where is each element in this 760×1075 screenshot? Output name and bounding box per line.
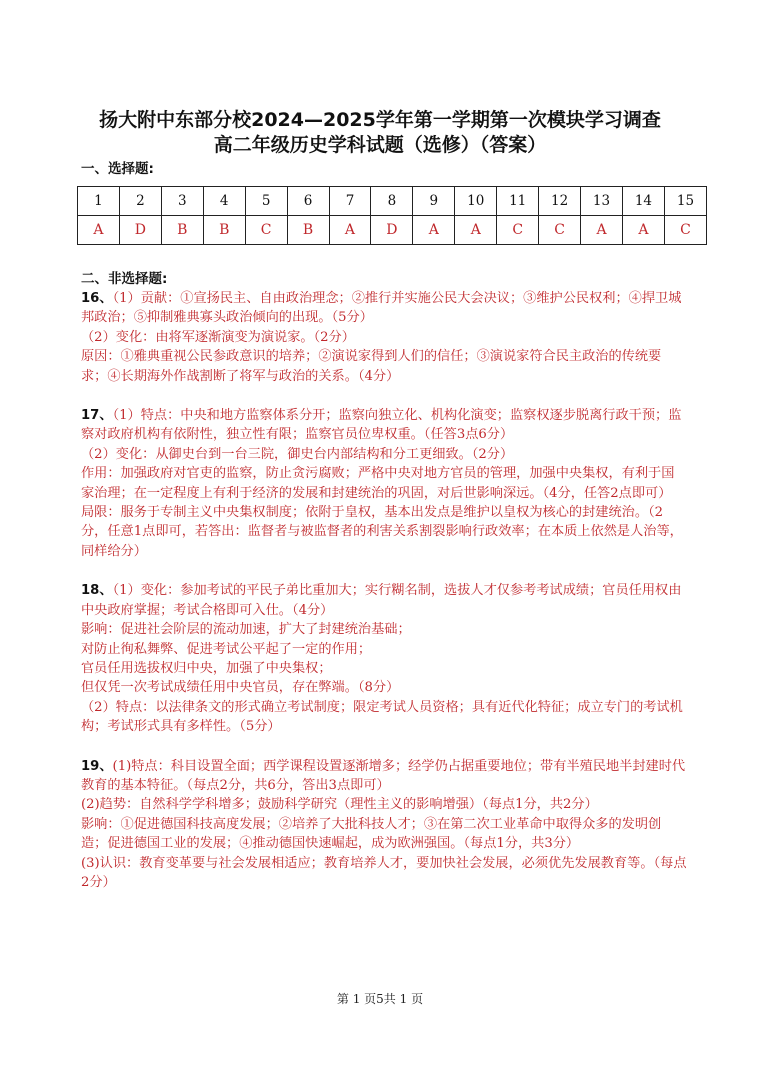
answer-letter-cell: A [413,216,455,245]
section-heading-essay: 二、非选择题: [81,271,168,287]
essay-answers [81,289,687,912]
question-number-cell: 14 [622,187,664,216]
question-number-cell: 5 [245,187,287,216]
answer-letter-cell: C [539,216,581,245]
answer-line: 官员任用选拔权归中央，加强了中央集权； [81,660,332,676]
answer-letter-cell: A [455,216,497,245]
question-number-cell: 4 [203,187,245,216]
answer-letter-cell: D [371,216,413,245]
question-number-cell: 13 [581,187,623,216]
answer-text: （1）贡献：①宣扬民主、自由政治理念；②推行并实施公民大会决议；③维护公民权利；④捍卫城邦政治；⑤抑制雅典寡头政治倾向的出现。（5分） [81,291,682,326]
question-number: 17、 [81,408,113,424]
question-number: 19、 [81,758,113,774]
question-number-cell: 12 [539,187,581,216]
question-number: 18、 [81,583,113,599]
answer-letter-cell: B [203,216,245,245]
answer-letter-cell: A [78,216,120,245]
answer-letter-cell: A [581,216,623,245]
answer-letter-cell: B [287,216,329,245]
answer-letter-cell: C [664,216,706,245]
answer-line: 原因：①雅典重视公民参政意识的培养；②演说家得到人们的信任；③演说家符合民主政治的传统要求；④长期海外作战割断了将军与政治的关系。（4分） [81,349,662,384]
page-footer: 第 1 页5共 1 页 [336,992,424,1006]
answer-line: （2）特点：以法律条文的形式确立考试制度；限定考试人员资格；具有近代化特征；成立专门的考试机构；考试形式具有多样性。（5分） [81,699,683,735]
section-heading-choice: 一、选择题: [81,161,154,177]
question-number-cell: 2 [119,187,161,216]
question-number: 16、 [81,291,113,306]
page-subtitle: 高二年级历史学科试题（选修）（答案） [213,134,547,156]
question-17 [81,406,687,561]
answer-letter-cell: B [161,216,203,245]
question-number-row [78,187,707,216]
answer-line [81,406,687,445]
question-number-cell: 6 [287,187,329,216]
question-number-cell: 3 [161,187,203,216]
question-number-cell: 11 [497,187,539,216]
question-number-cell: 10 [455,187,497,216]
answer-text: （1）变化：参加考试的平民子弟比重加大；实行糊名制，选拔人才仅参考考试成绩；官员任用权由中央政府掌握；考试合格即可入仕。（4分） [81,583,682,618]
question-number-cell: 9 [413,187,455,216]
question-number-cell: 15 [664,187,706,216]
question-number-cell: 7 [329,187,371,216]
answer-line: (3)认识：教育变革要与社会发展相适应；教育培养人才，要加快社会发展，必须优先发展教育等。（每点2分） [81,855,687,890]
question-number-cell: 8 [371,187,413,216]
answer-text: （1）特点：中央和地方监察体系分开；监察向独立化、机构化演变；监察权逐步脱离行政干预；监察对政府机构有依附性，独立性有限；监察官员位卑权重。（任答3点6分） [81,408,682,443]
answer-line [81,757,687,796]
answer-line: （2）变化：由将军逐渐演变为演说家。（2分） [81,329,355,345]
answer-line: 影响：促进社会阶层的流动加速，扩大了封建统治基础； [81,622,411,638]
answer-line: （2）变化：从御史台到一台三院，御史台内部结构和分工更细致。（2分） [81,446,514,462]
answer-letter-cell: A [329,216,371,245]
question-number-cell: 1 [78,187,120,216]
answer-line: 作用：加强政府对官吏的监察，防止贪污腐败；严格中央对地方官员的管理，加强中央集权，有利于国家治理；在一定程度上有利于经济的发展和封建统治的巩固，对后世影响深远。（4分，任答2点即可） [81,466,675,501]
answer-letter-row [78,216,707,245]
answer-line [81,289,687,328]
choice-answer-table [77,186,707,245]
answer-line: (2)趋势：自然科学学科增多；鼓励科学研究（理性主义的影响增强）（每点1分，共2分） [81,797,598,813]
answer-letter-cell: A [622,216,664,245]
page-title: 扬大附中东部分校2024—2025学年第一学期第一次模块学习调查 [99,109,661,131]
answer-letter-cell: C [497,216,539,245]
question-16 [81,289,687,386]
answer-letter-cell: D [119,216,161,245]
answer-letter-cell: C [245,216,287,245]
question-18 [81,581,687,736]
answer-line: 局限：服务于专制主义中央集权制度；依附于皇权，基本出发点是维护以皇权为核心的封建统治。（2分，任意1点即可，若答出：监督者与被监督者的利害关系割裂影响行政效率；在本质上依然是人治等，同样给分） [81,505,683,559]
answer-line: 对防止徇私舞弊、促进考试公平起了一定的作用； [81,641,372,657]
question-19 [81,757,687,893]
answer-line: 但仅凭一次考试成绩任用中央官员，存在弊端。（8分） [81,680,400,696]
answer-text: (1)特点：科目设置全面；西学课程设置逐渐增多；经学仍占据重要地位；带有半殖民地半封建时代教育的基本特征。（每点2分，共6分，答出3点即可） [81,758,686,793]
answer-line [81,581,687,620]
answer-line: 影响：①促进德国科技高度发展；②培养了大批科技人才；③在第二次工业革命中取得众多的发明创造；促进德国工业的发展；④推动德国快速崛起，成为欧洲强国。（每点1分，共3分） [81,816,662,852]
